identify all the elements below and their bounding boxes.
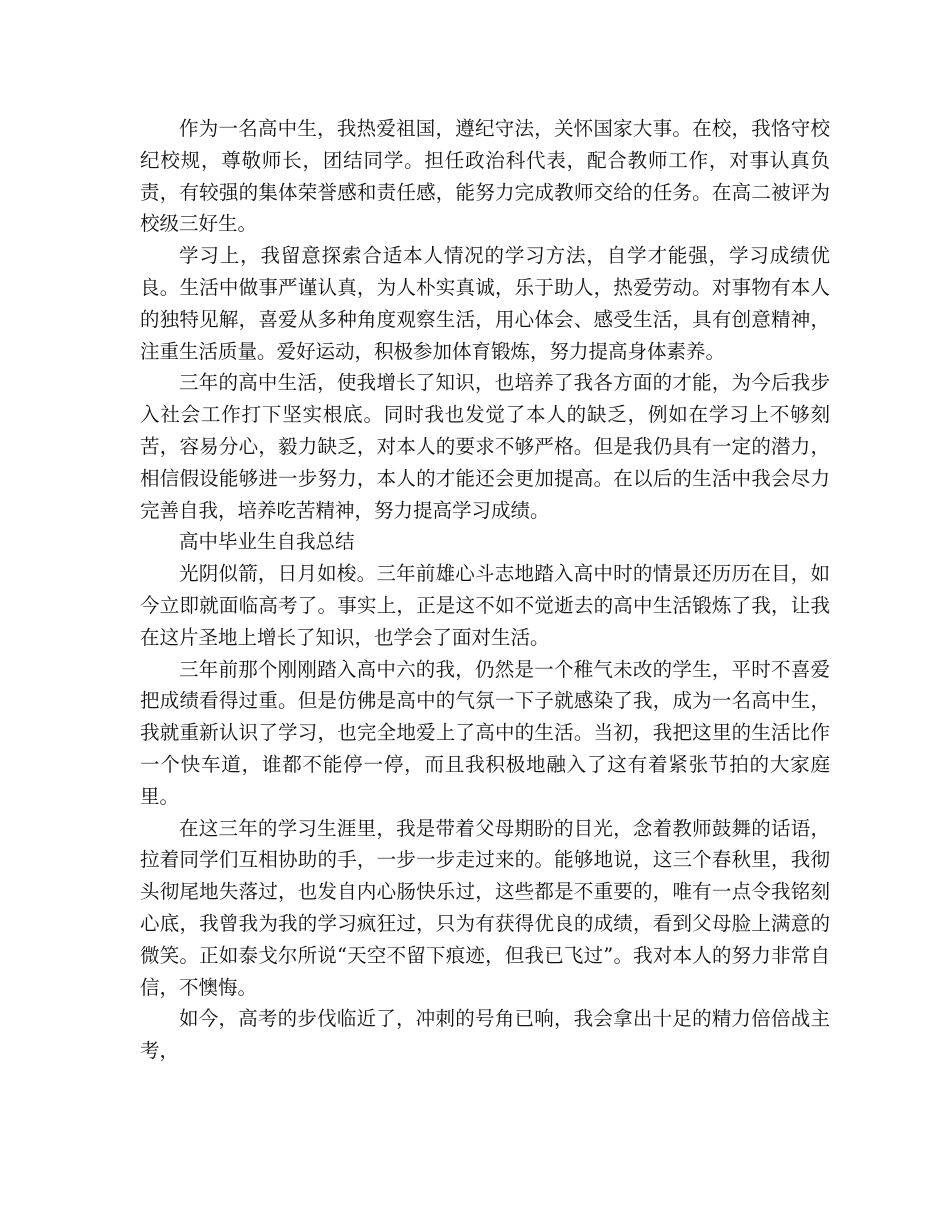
paragraph-6: 在这三年的学习生涯里，我是带着父母期盼的目光，念着教师鼓舞的话语，拉着同学们互相协助的手，一步一步走过来的。能够地说，这三个春秋里，我彻头彻尾地失落过，也发自内心肠快乐过，这些都是不重要的，唯有一点令我铭刻心底，我曾我为我的学习疯狂过，只为有获得优良的成绩，看到父母脸上满意的微笑。正如泰戈尔所说“天空不留下痕迹，但我已飞过”。我对本人的努力非常自信，不懊悔。 bbox=[140, 816, 830, 999]
paragraph-1: 作为一名高中生，我热爱祖国，遵纪守法，关怀国家大事。在校，我恪守校纪校规，尊敬师长，团结同学。担任政治科代表，配合教师工作，对事认真负责，有较强的集体荣誉感和责任感，能努力完成教师交给的任务。在高二被评为校级三好生。 bbox=[140, 117, 830, 236]
paragraph-4: 光阴似箭，日月如梭。三年前雄心斗志地踏入高中时的情景还历历在目，如今立即就面临高考了。事实上，正是这不如不觉逝去的高中生活锻炼了我，让我在这片圣地上增长了知识，也学会了面对生活。 bbox=[140, 562, 830, 649]
paragraph-5: 三年前那个刚刚踏入高中六的我，仍然是一个稚气未改的学生，平时不喜爱把成绩看得过重。但是仿佛是高中的气氛一下子就感染了我，成为一名高中生，我就重新认识了学习，也完全地爱上了高中的生活。当初，我把这里的生活比作一个快车道，谁都不能停一停，而且我积极地融入了这有着紧张节拍的大家庭里。 bbox=[140, 657, 830, 808]
paragraph-7: 如今，高考的步伐临近了，冲刺的号角已响，我会拿出十足的精力倍倍战主考， bbox=[140, 1007, 830, 1063]
document-body bbox=[140, 113, 830, 1067]
paragraph-2: 学习上，我留意探索合适本人情况的学习方法，自学才能强，学习成绩优良。生活中做事严谨认真，为人朴实真诚，乐于助人，热爱劳动。对事物有本人的独特见解，喜爱从多种角度观察生活，用心体会、感受生活，具有创意精神，注重生活质量。爱好运动，积极参加体育锻炼，努力提高身体素养。 bbox=[140, 244, 830, 363]
paragraph-3: 三年的高中生活，使我增长了知识，也培养了我各方面的才能，为今后我步入社会工作打下坚实根底。同时我也发觉了本人的缺乏，例如在学习上不够刻苦，容易分心，毅力缺乏，对本人的要求不够严格。但是我仍具有一定的潜力，相信假设能够进一步努力，本人的才能还会更加提高。在以后的生活中我会尽力完善自我，培养吃苦精神，努力提高学习成绩。 bbox=[140, 371, 830, 522]
section-heading: 高中毕业生自我总结 bbox=[179, 530, 355, 554]
